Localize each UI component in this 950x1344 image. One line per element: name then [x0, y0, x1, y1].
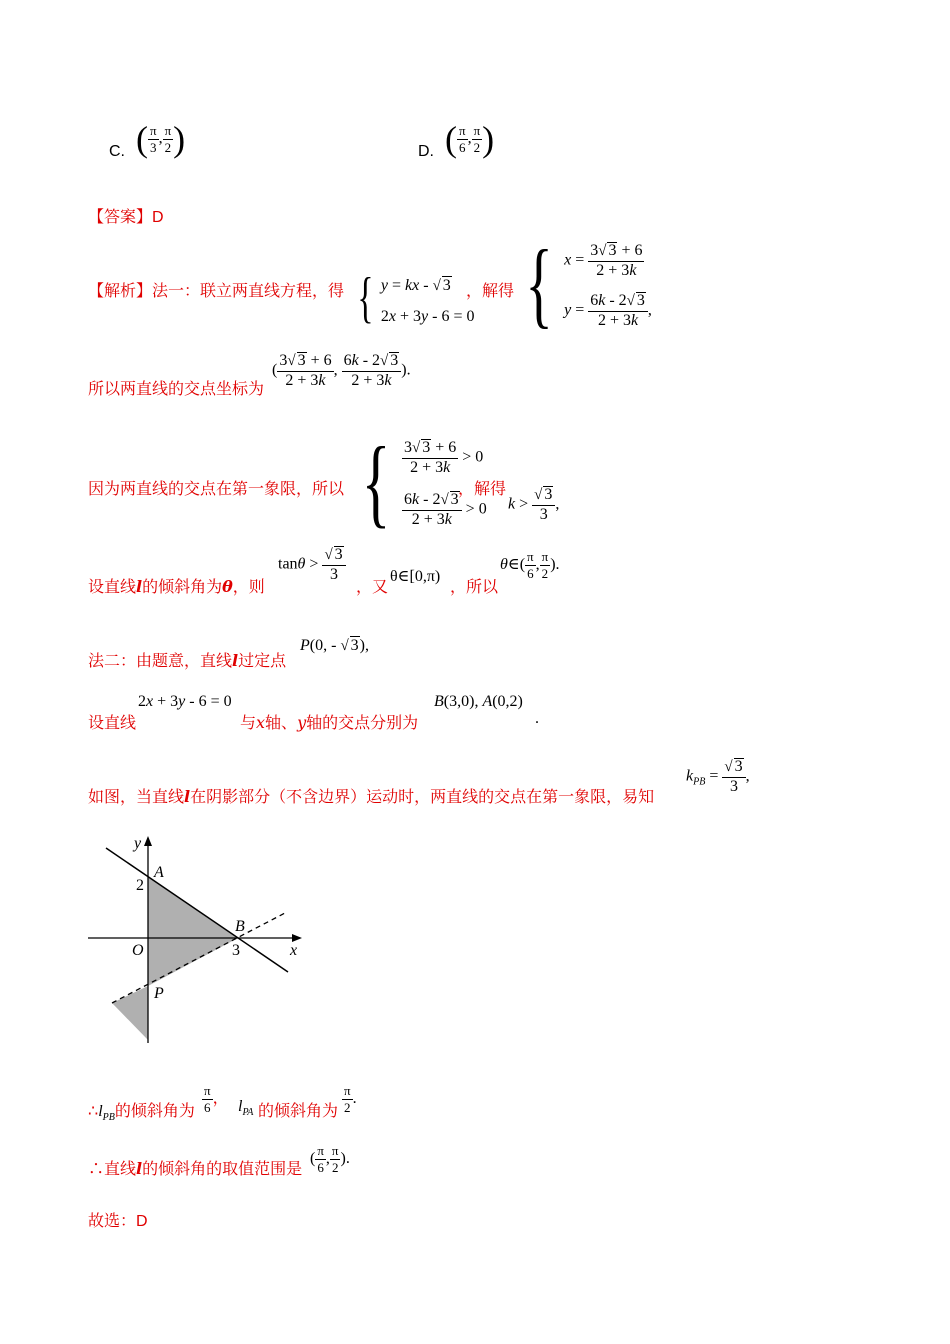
- line-text-2: 与: [240, 713, 257, 732]
- line-text-4: 轴的交点分别为: [306, 713, 419, 732]
- angle-text-4: ，又: [356, 577, 389, 596]
- inequality-system: { $\frac{3√ 3 + 6}{2 + 3k}$ > 0 $\frac{6k - 2√ 3}{2 + 3k}$ > 0: [361, 426, 487, 537]
- coordinate-figure: [80, 828, 320, 1058]
- system-eq2: 2x + 3y - 6 = 0: [380, 307, 475, 325]
- conclusion: [88, 1208, 148, 1231]
- system-eq1: y = kx - √ 3: [380, 277, 451, 295]
- fixed-point: P(0, - √ 3),: [300, 637, 369, 654]
- kpb-value: $k_{PB}$ = $\frac{√ 3}{3}$ ,: [686, 758, 750, 795]
- angle-text-3: ，则: [232, 577, 265, 596]
- lpa-text: 的倾斜角为: [258, 1101, 339, 1120]
- tick-3: 3: [232, 942, 240, 959]
- angle-text-5: ，所以: [450, 577, 499, 596]
- k-result: k > $\frac{√ 3}{3}$ ,: [508, 486, 560, 523]
- x-axis-arrow: [292, 934, 302, 942]
- lpa-symbol: $l_{PA}$: [238, 1098, 254, 1119]
- inequality-2: $\frac{6k - 2√ 3}{2 + 3k}$ > 0: [404, 491, 487, 528]
- label-x: x: [290, 942, 298, 959]
- angle-line: [88, 574, 265, 597]
- answer-value: D: [152, 209, 164, 226]
- label-b: B: [235, 918, 245, 935]
- intercepts: B(3,0), A(0,2): [434, 693, 523, 710]
- range-l: l: [136, 1159, 143, 1178]
- y-axis-arrow: [144, 836, 152, 846]
- y-axis-word: y: [297, 713, 307, 732]
- range-text-1: ∴直线: [88, 1159, 137, 1178]
- label-o: O: [132, 942, 144, 959]
- tick-2: 2: [136, 877, 144, 894]
- period-mark: .: [535, 710, 539, 727]
- option-d-label: D.: [418, 143, 434, 160]
- line-text-rest: [240, 710, 418, 733]
- method1-intro: 法一：联立两直线方程，得: [152, 281, 345, 300]
- line-equation: 2x + 3y - 6 = 0: [138, 693, 232, 710]
- option-c-label: C.: [109, 143, 125, 160]
- line-text-3: 轴、: [265, 713, 298, 732]
- method2-l: l: [232, 651, 239, 670]
- answer-line: [88, 204, 164, 227]
- solve-text-2: ，解得: [458, 479, 507, 498]
- label-a: A: [154, 864, 164, 881]
- figure-line: [88, 784, 654, 807]
- option-c-value: ( $\frac{\pi}{3}$ , $\frac{\pi}{2}$ ): [136, 119, 186, 159]
- intersection-text: 所以两直线的交点坐标为: [88, 379, 265, 398]
- therefore-1: ∴: [88, 1101, 99, 1120]
- range-line: [88, 1156, 302, 1179]
- theta-range: θ∈[0,π): [390, 568, 441, 585]
- method2-text: 法二：由题意，直线: [88, 651, 233, 670]
- solution-system: { x = $\frac{3√ 3 + 6}{2 + 3k}$ y = $\frac{6k - 2√ 3}{2 + 3k}$ ,: [525, 230, 652, 337]
- conclusion-value: D: [136, 1213, 148, 1230]
- figure-l: l: [184, 787, 191, 806]
- line-text-1: 设直线: [88, 713, 137, 732]
- range-text-2: 的倾斜角的取值范围是: [142, 1159, 303, 1178]
- lpb-text: 的倾斜角为: [114, 1101, 195, 1120]
- analysis-tag: 【解析】: [88, 281, 153, 300]
- figure-text-2: 在阴影部分（不含边界）运动时，两直线的交点在第一象限，易知: [190, 787, 655, 806]
- method2-text-b: 过定点: [238, 651, 287, 670]
- angle-l: l: [136, 577, 143, 596]
- range-value: ( $\frac{\pi}{6}$ , $\frac{\pi}{2}$ ).: [310, 1143, 350, 1175]
- system-equations: { y = kx - √ 3 2x + 3y - 6 = 0: [357, 267, 475, 329]
- lpa-value: $\frac{\pi}{2}$ .: [344, 1083, 357, 1115]
- solve-text: ，解得: [466, 281, 515, 300]
- lpb-value: $\frac{\pi}{6}$ ，: [204, 1083, 229, 1115]
- quadrant-text: 因为两直线的交点在第一象限，所以: [88, 479, 345, 498]
- shaded-region-upper: [148, 877, 238, 986]
- option-d-value: ( $\frac{\pi}{6}$ , $\frac{\pi}{2}$ ): [445, 119, 495, 159]
- method2-line: [88, 648, 286, 671]
- label-y: y: [134, 835, 142, 852]
- intersection-value: ( $\frac{3√ 3 + 6}{2 + 3k}$ , $\frac{6k - 2√ 3}{2 + 3k}$ ).: [272, 352, 411, 389]
- angle-theta: θ: [222, 577, 233, 596]
- x-axis-word: x: [256, 713, 266, 732]
- conclusion-label: 故选：: [88, 1211, 137, 1230]
- answer-tag: 【答案】: [88, 207, 153, 226]
- angle-text-2: 的倾斜角为: [142, 577, 223, 596]
- angle-text-1: 设直线: [88, 577, 137, 596]
- analysis-intro: [88, 278, 344, 301]
- solution-x: x = $\frac{3√ 3 + 6}{2 + 3k}$: [564, 242, 643, 279]
- theta-result: θ∈( $\frac{\pi}{6}$ , $\frac{\pi}{2}$ ).: [500, 549, 560, 581]
- figure-text-1: 如图，当直线: [88, 787, 185, 806]
- label-p: P: [154, 985, 164, 1002]
- tan-result: tanθ > $\frac{√ 3}{3}$: [278, 546, 346, 584]
- inequality-1: $\frac{3√ 3 + 6}{2 + 3k}$ > 0: [404, 439, 484, 476]
- lpb-line: $\therefore l_{PB}$的倾斜角为: [88, 1101, 195, 1124]
- solution-y: y = $\frac{6k - 2√ 3}{2 + 3k}$ ,: [564, 292, 652, 329]
